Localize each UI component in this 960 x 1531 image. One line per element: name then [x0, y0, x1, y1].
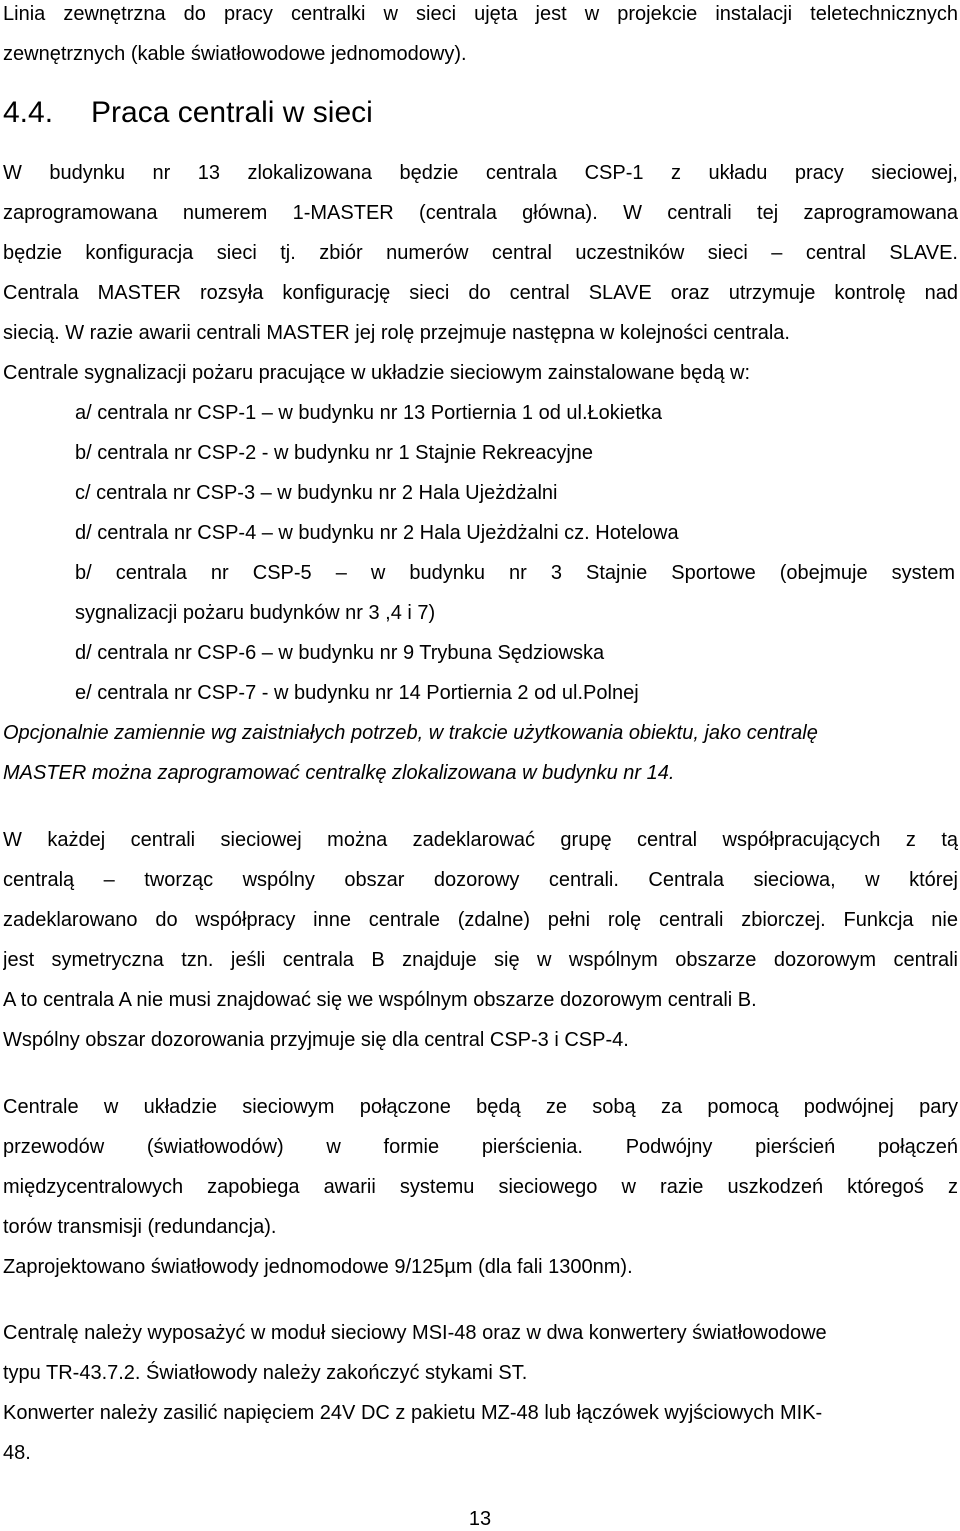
paragraph-2-line-3: zadeklarowano do współpracy inne centrale (zdalne) pełni rolę centrali zbiorczej. Funkcja nie — [3, 909, 958, 931]
paragraph-3-line-5: Zaprojektowano światłowody jednomodowe 9/125µm (dla fali 1300nm). — [3, 1256, 633, 1278]
paragraph-4-line-3: Konwerter należy zasilić napięciem 24V DC z pakietu MZ-48 lub łączówek wyjściowych MIK- — [3, 1402, 823, 1424]
intro-line-2: zewnętrznych (kable światłowodowe jednomodowy). — [3, 43, 467, 65]
list-item: d/ centrala nr CSP-4 – w budynku nr 2 Hala Ujeżdżalni cz. Hotelowa — [75, 522, 679, 544]
paragraph-3-line-2: przewodów (światłowodów) w formie pierścienia. Podwójny pierścień połączeń — [3, 1136, 958, 1158]
list-item-continuation: sygnalizacji pożaru budynków nr 3 ,4 i 7) — [75, 602, 436, 624]
paragraph-2-line-5: A to centrala A nie musi znajdować się we wspólnym obszarze dozorowym centrali B. — [3, 989, 757, 1011]
list-item: e/ centrala nr CSP-7 - w budynku nr 14 Portiernia 2 od ul.Polnej — [75, 682, 639, 704]
list-item: a/ centrala nr CSP-1 – w budynku nr 13 Portiernia 1 od ul.Łokietka — [75, 402, 662, 424]
section-title: Praca centrali w sieci — [91, 96, 373, 129]
list-item: c/ centrala nr CSP-3 – w budynku nr 2 Hala Ujeżdżalni — [75, 482, 558, 504]
intro-line-1: Linia zewnętrzna do pracy centralki w sieci ujęta jest w projekcie instalacji teletechnicznych — [3, 3, 958, 25]
paragraph-3-line-4: torów transmisji (redundancja). — [3, 1216, 277, 1238]
section-heading — [3, 96, 958, 130]
paragraph-1-line-5: siecią. W razie awarii centrali MASTER jej rolę przejmuje następna w kolejności centrala. — [3, 322, 790, 344]
page-number: 13 — [468, 1508, 492, 1530]
paragraph-3-line-1: Centrale w układzie sieciowym połączone będą ze sobą za pomocą podwójnej pary — [3, 1096, 958, 1118]
list-item: b/ centrala nr CSP-2 - w budynku nr 1 Stajnie Rekreacyjne — [75, 442, 594, 464]
italic-note-line-1: Opcjonalnie zamiennie wg zaistniałych potrzeb, w trakcie użytkowania obiektu, jako centralę — [3, 722, 818, 744]
paragraph-4-line-4: 48. — [3, 1442, 31, 1464]
paragraph-4-line-1: Centralę należy wyposażyć w moduł sieciowy MSI-48 oraz w dwa konwertery światłowodowe — [3, 1322, 827, 1344]
paragraph-2-line-4: jest symetryczna tzn. jeśli centrala B znajduje się w wspólnym obszarze dozorowym centrali — [3, 949, 958, 971]
paragraph-4-line-2: typu TR-43.7.2. Światłowody należy zakończyć stykami ST. — [3, 1362, 528, 1384]
paragraph-1-line-6: Centrale sygnalizacji pożaru pracujące w układzie sieciowym zainstalowane będą w: — [3, 362, 751, 384]
paragraph-1-line-4: Centrala MASTER rozsyła konfigurację sieci do central SLAVE oraz utrzymuje kontrolę nad — [3, 282, 958, 304]
section-number: 4.4. — [3, 96, 54, 129]
italic-note-line-2: MASTER można zaprogramować centralkę zlokalizowana w budynku nr 14. — [3, 762, 675, 784]
paragraph-3-line-3: międzycentralowych zapobiega awarii systemu sieciowego w razie uszkodzeń któregoś z — [3, 1176, 958, 1198]
list-item: d/ centrala nr CSP-6 – w budynku nr 9 Trybuna Sędziowska — [75, 642, 605, 664]
list-item: b/ centrala nr CSP-5 – w budynku nr 3 Stajnie Sportowe (obejmuje system — [75, 562, 955, 584]
paragraph-1-line-3: będzie konfiguracja sieci tj. zbiór numerów central uczestników sieci – central SLAVE. — [3, 242, 958, 264]
paragraph-1-line-2: zaprogramowana numerem 1-MASTER (centrala główna). W centrali tej zaprogramowana — [3, 202, 958, 224]
paragraph-2-line-2: centralą – tworząc wspólny obszar dozorowy centrali. Centrala sieciowa, w której — [3, 869, 958, 891]
paragraph-1-line-1: W budynku nr 13 zlokalizowana będzie centrala CSP-1 z układu pracy sieciowej, — [3, 162, 958, 184]
paragraph-2-line-1: W każdej centrali sieciowej można zadeklarować grupę central współpracujących z tą — [3, 829, 958, 851]
paragraph-2-line-6: Wspólny obszar dozorowania przyjmuje się dla central CSP-3 i CSP-4. — [3, 1029, 629, 1051]
